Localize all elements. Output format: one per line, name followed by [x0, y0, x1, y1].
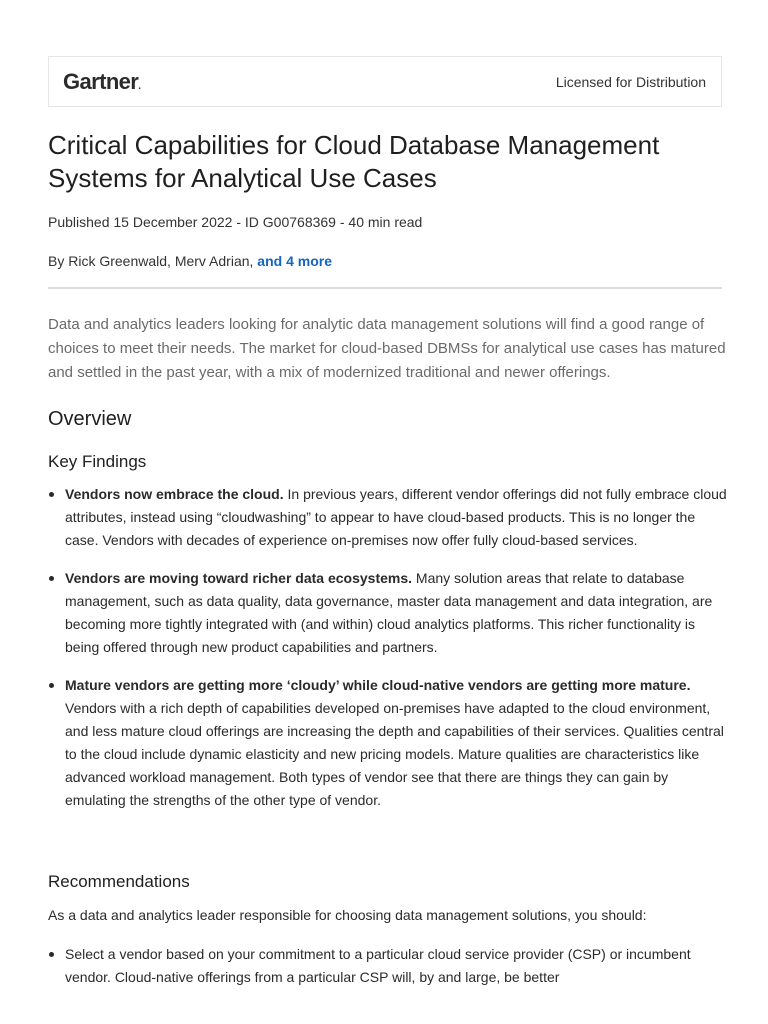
- finding-text: Many solution areas that relate to database management, such as data quality, data governance, master data management and data integration, are becoming more tightly integrated with (and within) cloud analytics platforms. This richer functionality is being offered through new product capabilities and partners.: [65, 570, 713, 655]
- divider: [48, 287, 722, 289]
- list-item: [48, 567, 728, 659]
- header-bar: [48, 56, 722, 107]
- key-findings-list: [48, 483, 728, 827]
- finding-lead: Vendors are moving toward richer data ecosystems.: [65, 570, 413, 586]
- more-authors-link[interactable]: and 4 more: [257, 253, 332, 269]
- list-item: [48, 943, 728, 989]
- gartner-logo[interactable]: Gartner.: [63, 68, 141, 94]
- recommendations-intro: As a data and analytics leader responsible for choosing data management solutions, you should:: [48, 907, 647, 923]
- authors-names: By Rick Greenwald, Merv Adrian,: [48, 253, 258, 269]
- finding-text: In previous years, different vendor offerings did not fully embrace cloud attributes, instead using “cloudwashing” to appear to have cloud-based products. This is no longer the case. Vendors with decades of experience on-premises now offer fully cloud-based services.: [65, 486, 727, 548]
- authors-line: [48, 251, 332, 271]
- overview-heading: Overview: [48, 408, 132, 430]
- finding-lead: Mature vendors are getting more ‘cloudy’ while cloud-native vendors are getting more mature.: [65, 677, 691, 693]
- page-title: Critical Capabilities for Cloud Database Management Systems for Analytical Use Cases: [48, 130, 660, 193]
- finding-text: Vendors with a rich depth of capabilities developed on-premises have adapted to the cloud environment, and less mature cloud offerings are increasing the depth and capabilities of their services. Qualities central to the cloud include dynamic elasticity and new pricing models. Mature qualities are characteristics like advanced workload management. Both types of vendor see that there are things they can gain by emulating the strengths of the other type of vendor.: [65, 700, 724, 808]
- finding-lead: Vendors now embrace the cloud.: [65, 486, 284, 502]
- recommendations-list: [48, 943, 728, 1004]
- license-label: Licensed for Distribution: [555, 73, 706, 90]
- list-item: [48, 674, 728, 812]
- key-findings-heading: Key Findings: [48, 452, 147, 471]
- publication-meta: Published 15 December 2022 - ID G00768369 - 40 min read: [48, 214, 423, 230]
- summary-paragraph: Data and analytics leaders looking for analytic data management solutions will find a good range of choices to meet their needs. The market for cloud-based DBMSs for analytical use cases has matured and settled in the past year, with a mix of modernized traditional and newer offerings.: [48, 316, 726, 381]
- list-item: [48, 483, 728, 552]
- recommendations-heading: Recommendations: [48, 872, 190, 891]
- recommendation-text: Select a vendor based on your commitment to a particular cloud service provider (CSP) or incumbent vendor. Cloud-native offerings from a particular CSP will, by and large, be better: [65, 946, 691, 985]
